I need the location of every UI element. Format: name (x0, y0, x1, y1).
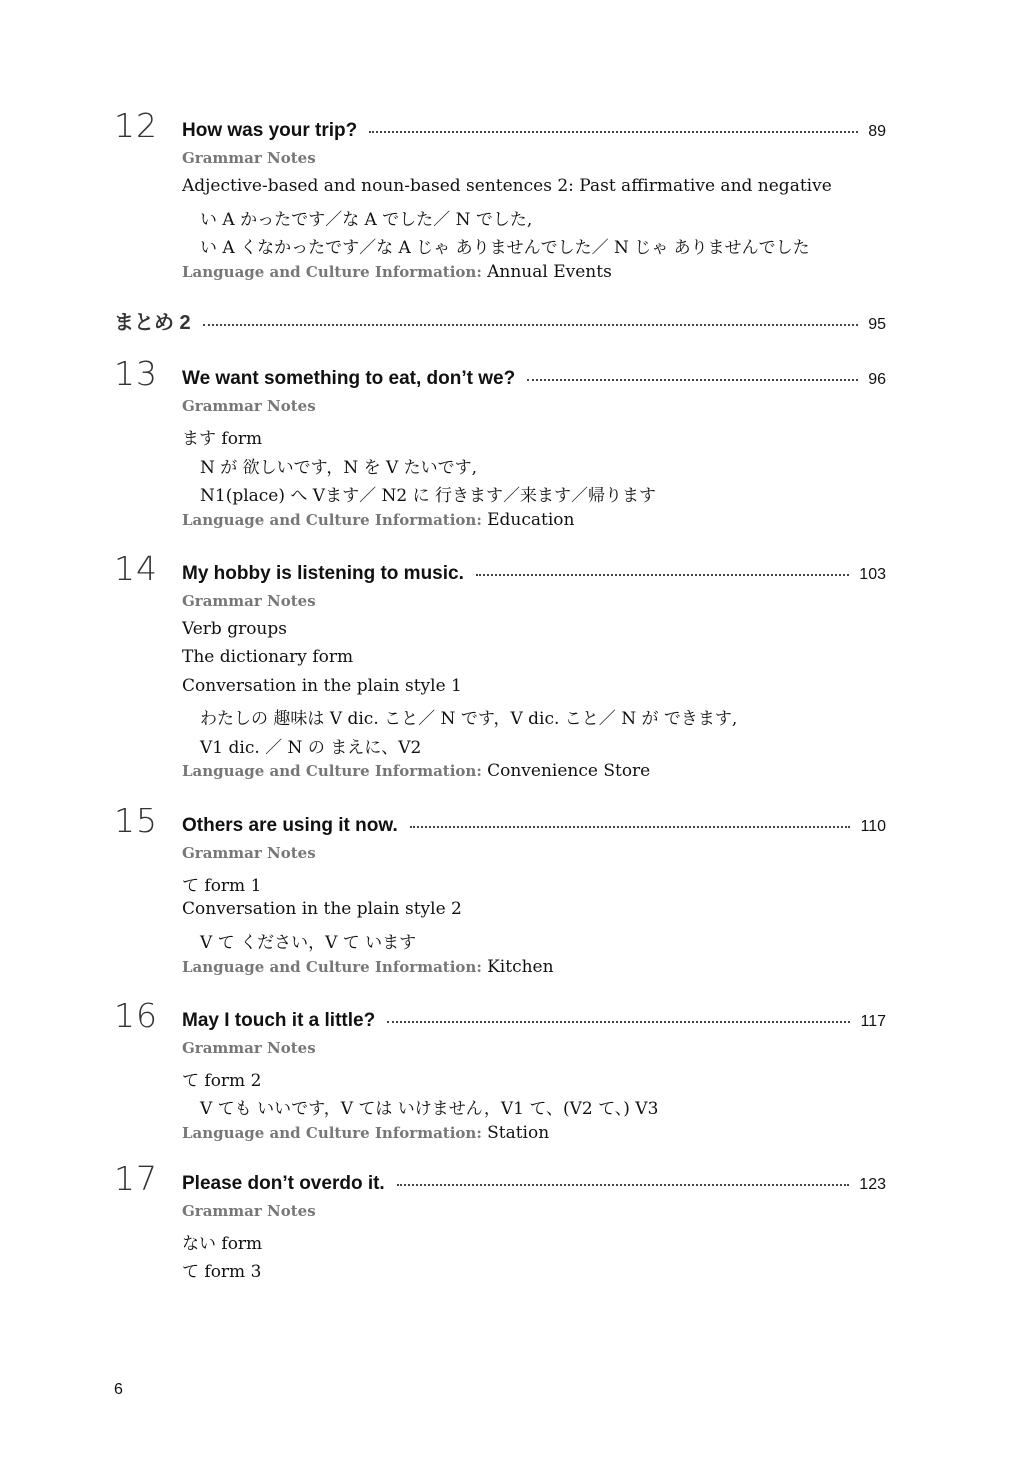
chapter-title[interactable]: How was your trip? (182, 120, 358, 141)
lci-row (182, 510, 574, 530)
grammar-notes-label: Grammar Notes (182, 149, 316, 167)
chapter-number: 16 (114, 996, 158, 1035)
lci-value: Annual Events (487, 262, 612, 282)
page-ref[interactable]: 117 (860, 1013, 886, 1030)
lci-row (182, 262, 612, 282)
chapter-title-row[interactable] (182, 368, 886, 392)
chapter-number: 14 (114, 549, 158, 588)
page-ref[interactable]: 110 (860, 818, 886, 835)
chapter-title-row[interactable] (182, 1010, 886, 1034)
chapter-title[interactable]: Please don’t overdo it. (182, 1173, 385, 1194)
leader-dots (203, 324, 859, 326)
grammar-notes-label: Grammar Notes (182, 844, 316, 862)
grammar-line: ない form (182, 1234, 263, 1254)
leader-dots (397, 1184, 850, 1186)
lci-label: Language and Culture Information: (182, 263, 482, 281)
page-ref[interactable]: 89 (868, 123, 886, 140)
chapter-title[interactable]: May I touch it a little? (182, 1010, 376, 1031)
grammar-notes-label: Grammar Notes (182, 1202, 316, 1220)
lci-row (182, 1123, 549, 1143)
grammar-line: V て ください，V て います (200, 933, 417, 953)
chapter-number: 17 (114, 1159, 158, 1198)
grammar-notes-label: Grammar Notes (182, 397, 316, 415)
lci-label: Language and Culture Information: (182, 762, 482, 780)
leader-dots (410, 826, 851, 828)
grammar-line: V ても いいです，V ては いけません，V1 て、(V2 て、) V3 (200, 1099, 659, 1119)
grammar-line: て form 3 (182, 1262, 262, 1282)
grammar-notes-label: Grammar Notes (182, 1039, 316, 1057)
grammar-notes-label: Grammar Notes (182, 592, 316, 610)
lci-label: Language and Culture Information: (182, 958, 482, 976)
chapter-title-row[interactable] (182, 815, 886, 839)
chapter-number: 13 (114, 354, 158, 393)
grammar-line: て form 2 (182, 1071, 262, 1091)
chapter-title[interactable]: Others are using it now. (182, 815, 398, 836)
chapter-number: 12 (114, 106, 158, 145)
grammar-line: Verb groups (182, 619, 287, 639)
lci-value: Convenience Store (487, 761, 651, 781)
lci-value: Education (487, 510, 575, 530)
chapter-title-row[interactable] (182, 120, 886, 144)
grammar-line: い A くなかったです／な A じゃ ありませんでした／ N じゃ ありませんでした (200, 238, 810, 258)
grammar-line: わたしの 趣味は V dic. こと／ N です，V dic. こと／ N が できます, (200, 709, 738, 729)
page-ref[interactable]: 96 (868, 371, 886, 388)
lci-row (182, 957, 554, 977)
lci-row (182, 761, 650, 781)
chapter-title[interactable]: We want something to eat, don’t we? (182, 368, 516, 389)
grammar-line: N1(place) へ Vます／ N2 に 行きます／来ます／帰ります (200, 486, 656, 506)
lci-label: Language and Culture Information: (182, 511, 482, 529)
page-number: 6 (114, 1381, 123, 1398)
lci-value: Station (487, 1123, 550, 1143)
leader-dots (476, 574, 849, 576)
lci-label: Language and Culture Information: (182, 1124, 482, 1142)
grammar-line: N が 欲しいです，N を V たいです, (200, 458, 478, 478)
grammar-line: ます form (182, 429, 263, 449)
matome-row[interactable] (114, 306, 886, 332)
leader-dots (369, 131, 858, 133)
chapter-title-row[interactable] (182, 563, 886, 587)
page-ref[interactable]: 95 (868, 316, 886, 333)
matome-title[interactable]: まとめ 2 (114, 312, 191, 334)
chapter-title[interactable]: My hobby is listening to music. (182, 563, 464, 584)
leader-dots (527, 379, 858, 381)
page-ref[interactable]: 103 (859, 566, 886, 583)
grammar-line: い A かったです／な A でした／ N でした, (200, 210, 533, 230)
grammar-line: V1 dic. ／ N の まえに、V2 (200, 738, 422, 758)
chapter-title-row[interactable] (182, 1173, 886, 1197)
chapter-number: 15 (114, 801, 158, 840)
lci-value: Kitchen (487, 957, 554, 977)
grammar-line: Conversation in the plain style 1 (182, 676, 462, 696)
grammar-line: て form 1 (182, 876, 262, 896)
page-ref[interactable]: 123 (859, 1176, 886, 1193)
grammar-line: Adjective-based and noun-based sentences 2: Past affirmative and negative (182, 176, 832, 196)
grammar-line: The dictionary form (182, 647, 354, 667)
grammar-line: Conversation in the plain style 2 (182, 899, 462, 919)
leader-dots (387, 1021, 850, 1023)
